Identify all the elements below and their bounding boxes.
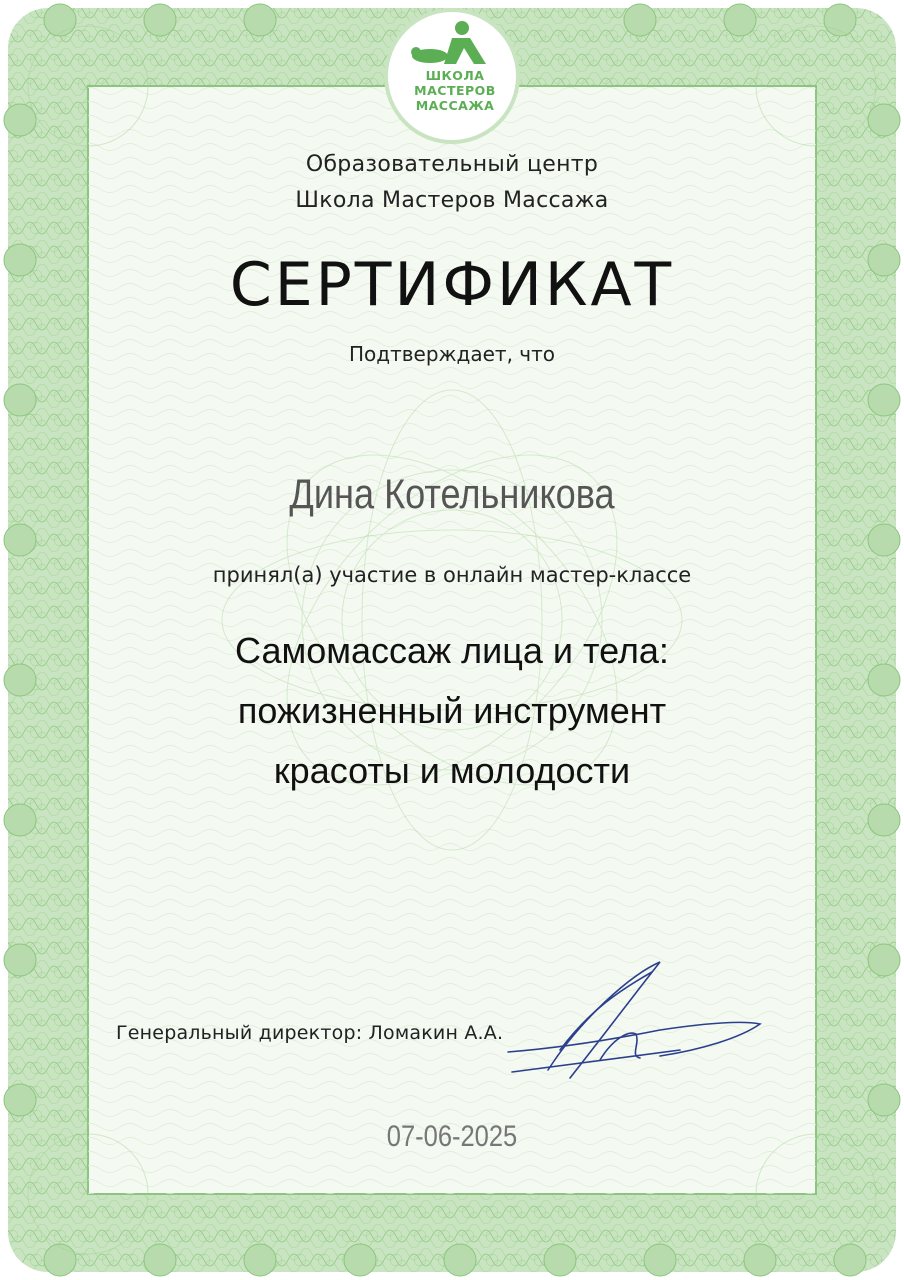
confirms-text: Подтверждает, что	[348, 342, 555, 366]
course-title-line: пожизненный инструмент	[237, 690, 667, 731]
course-title-line: красоты и молодости	[273, 750, 631, 791]
participation-text: принял(а) участие в онлайн мастер-классе	[212, 563, 692, 587]
logo-text	[396, 68, 514, 113]
organization-line-1: Образовательный центр	[305, 152, 599, 177]
recipient-name: Дина Котельникова	[289, 470, 615, 517]
course-title-line: Самомассаж лица и тела:	[235, 630, 669, 671]
organization-line-2: Школа Мастеров Массажа	[295, 188, 609, 213]
director-text: Генеральный директор: Ломакин А.А.	[116, 1022, 504, 1044]
certificate-date: 07-06-2025	[386, 1120, 518, 1153]
logo-line-3: МАССАЖА	[415, 98, 495, 113]
certificate-title: СЕРТИФИКАТ	[229, 250, 675, 320]
logo-line-2: МАСТЕРОВ	[414, 83, 496, 98]
logo-line-1: ШКОЛА	[425, 68, 485, 83]
